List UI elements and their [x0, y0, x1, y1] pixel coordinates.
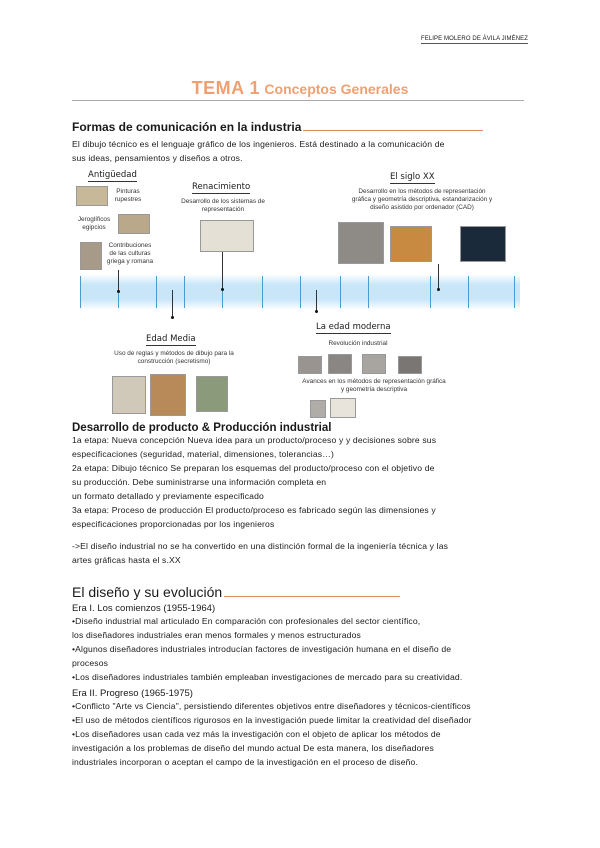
contribuciones-note: Contribuciones de las culturas griega y romana	[106, 242, 154, 265]
timeline-tick	[184, 276, 185, 308]
history-timeline	[72, 166, 524, 418]
connector-line	[438, 264, 439, 290]
text-line: artes gráficas hasta el s.XX	[72, 555, 181, 565]
text-line: los diseñadores industriales eran menos formales y menos estructurados	[72, 630, 361, 640]
title-subtitle: Conceptos Generales	[264, 81, 409, 97]
geometry-diagram-image	[330, 398, 356, 418]
section2-note	[72, 539, 512, 567]
monge-portrait-image	[310, 400, 326, 418]
connector-line	[118, 270, 119, 292]
steam-engine-image	[362, 354, 386, 374]
medieval-manuscript-image	[112, 376, 146, 414]
era2-title: Era II. Progreso (1965-1975)	[72, 688, 193, 699]
cad-screen-image	[460, 226, 506, 262]
text-line: •Diseño industrial mal articulado En comparación con profesionales del sector científico,	[72, 616, 421, 626]
drafting-office-image	[338, 222, 384, 264]
connector-line	[222, 252, 223, 290]
text-line: •Conflicto "Arte vs Ciencia", persistiendo diferentes objetivos entre diseñadores y técnicos-científicos	[72, 701, 471, 711]
pinturas-note: Pinturas rupestres	[114, 188, 142, 203]
timeline-tick	[80, 276, 81, 308]
era2-paragraph	[72, 699, 512, 769]
edadmoderna-note: Avances en los métodos de representación gráfica y geometría descriptiva	[302, 378, 446, 393]
revolucion-note: Revolución industrial	[328, 340, 388, 347]
factory-image	[328, 354, 352, 374]
industrial-machine-image	[298, 356, 322, 374]
section1-paragraph	[72, 137, 512, 165]
section-heading-comunicacion	[72, 120, 483, 134]
heading-underline	[224, 585, 400, 597]
timeline-tick	[262, 276, 263, 308]
text-line: •El uso de métodos científicos rigurosos en la investigación puede limitar la creatividad del diseñador	[72, 715, 472, 725]
timeline-dot	[117, 290, 120, 293]
locomotive-image	[398, 356, 422, 374]
text-line: un formato detallado y previamente especificado	[72, 491, 264, 501]
text-line: 3a etapa: Proceso de producción El producto/proceso es fabricado según las dimensiones y	[72, 505, 436, 515]
hieroglyph-image	[118, 214, 150, 234]
author-name: FELIPE MOLERO DE ÁVILA JIMÉNEZ	[420, 36, 528, 42]
text-line: industriales incorporan o aceptan el campo de la investigación en el proceso de diseño.	[72, 757, 419, 767]
text-line: especificaciones (seguridad, material, dimensiones, tolerancias…)	[72, 449, 334, 459]
section-heading-text: Formas de comunicación en la industria	[72, 120, 302, 134]
timeline-dot	[437, 288, 440, 291]
era-edad-media: Edad Media	[146, 334, 196, 344]
timeline-tick	[514, 276, 515, 308]
section2-paragraph	[72, 433, 512, 531]
era1-title: Era I. Los comienzos (1955-1964)	[72, 603, 216, 614]
text-line: ->El diseño industrial no se ha convertido en una distinción formal de la ingeniería técnica y las	[72, 541, 449, 551]
text-line: 1a etapa: Nueva concepción Nueva idea para un producto/proceso y y decisiones sobre sus	[72, 435, 437, 445]
timeline-dot	[171, 316, 174, 319]
text-line: especificaciones proporcionadas por los ingenieros	[72, 519, 275, 529]
section-heading-desarrollo: Desarrollo de producto & Producción industrial	[72, 422, 332, 434]
era-edad-moderna: La edad moderna	[316, 322, 391, 332]
era1-paragraph	[72, 614, 512, 684]
connector-line	[172, 290, 173, 318]
drafting-board-image	[390, 226, 432, 262]
text-line: su producción. Debe suministrarse una información completa en	[72, 477, 327, 487]
text-line: procesos	[72, 658, 109, 668]
timeline-tick	[340, 276, 341, 308]
text-line: •Los diseñadores industriales también empleaban investigaciones de mercado para su creatividad.	[72, 672, 463, 682]
timeline-dot	[221, 288, 224, 291]
technical-drawing-image	[200, 220, 254, 252]
greek-bust-image	[80, 242, 102, 270]
timeline-tick	[300, 276, 301, 308]
text-line: investigación a los problemas de diseño del mundo actual De esta manera, los diseñadores	[72, 743, 434, 753]
cave-painting-image	[76, 186, 108, 206]
section-heading-evolucion	[72, 584, 400, 600]
connector-line	[316, 290, 317, 312]
text-line: •Los diseñadores usan cada vez más la investigación con el objeto de aplicar los métodos de	[72, 729, 441, 739]
sigloxx-note: Desarrollo en los métodos de representación gráfica y geometría descriptiva, estandarización y diseño asistido por ordenador (CAD)	[351, 188, 493, 211]
section-heading-text: El diseño y su evolución	[72, 584, 223, 600]
text-line: •Algunos diseñadores industriales introducían factores de investigación humana en el diseño de	[72, 644, 452, 654]
medieval-building-image	[196, 376, 228, 412]
jeroglificos-note: Jeroglíficos egipcios	[77, 216, 111, 231]
timeline-tick	[468, 276, 469, 308]
edadmedia-note: Uso de reglas y métodos de dibujo para la construcción (secretismo)	[114, 350, 234, 365]
page-title	[0, 78, 600, 99]
text-line: El dibujo técnico es el lenguaje gráfico de los ingenieros. Está destinado a la comunicación de	[72, 139, 445, 149]
cathedral-image	[150, 374, 186, 416]
era-renacimiento: Renacimiento	[192, 182, 251, 192]
text-line: 2a etapa: Dibujo técnico Se preparan los esquemas del producto/proceso con el objetivo de	[72, 463, 435, 473]
timeline-dot	[315, 310, 318, 313]
timeline-tick	[368, 276, 369, 308]
era-siglo-xx: El siglo XX	[390, 172, 435, 182]
text-line: sus ideas, pensamientos y diseños a otros.	[72, 153, 243, 163]
timeline-tick	[156, 276, 157, 308]
title-rule	[72, 100, 524, 101]
title-number: TEMA 1	[191, 78, 260, 98]
timeline-tick	[430, 276, 431, 308]
heading-underline	[303, 120, 483, 131]
renacimiento-note: Desarrollo de los sistemas de representación	[181, 198, 265, 213]
era-antiguedad: Antigüedad	[88, 170, 137, 180]
